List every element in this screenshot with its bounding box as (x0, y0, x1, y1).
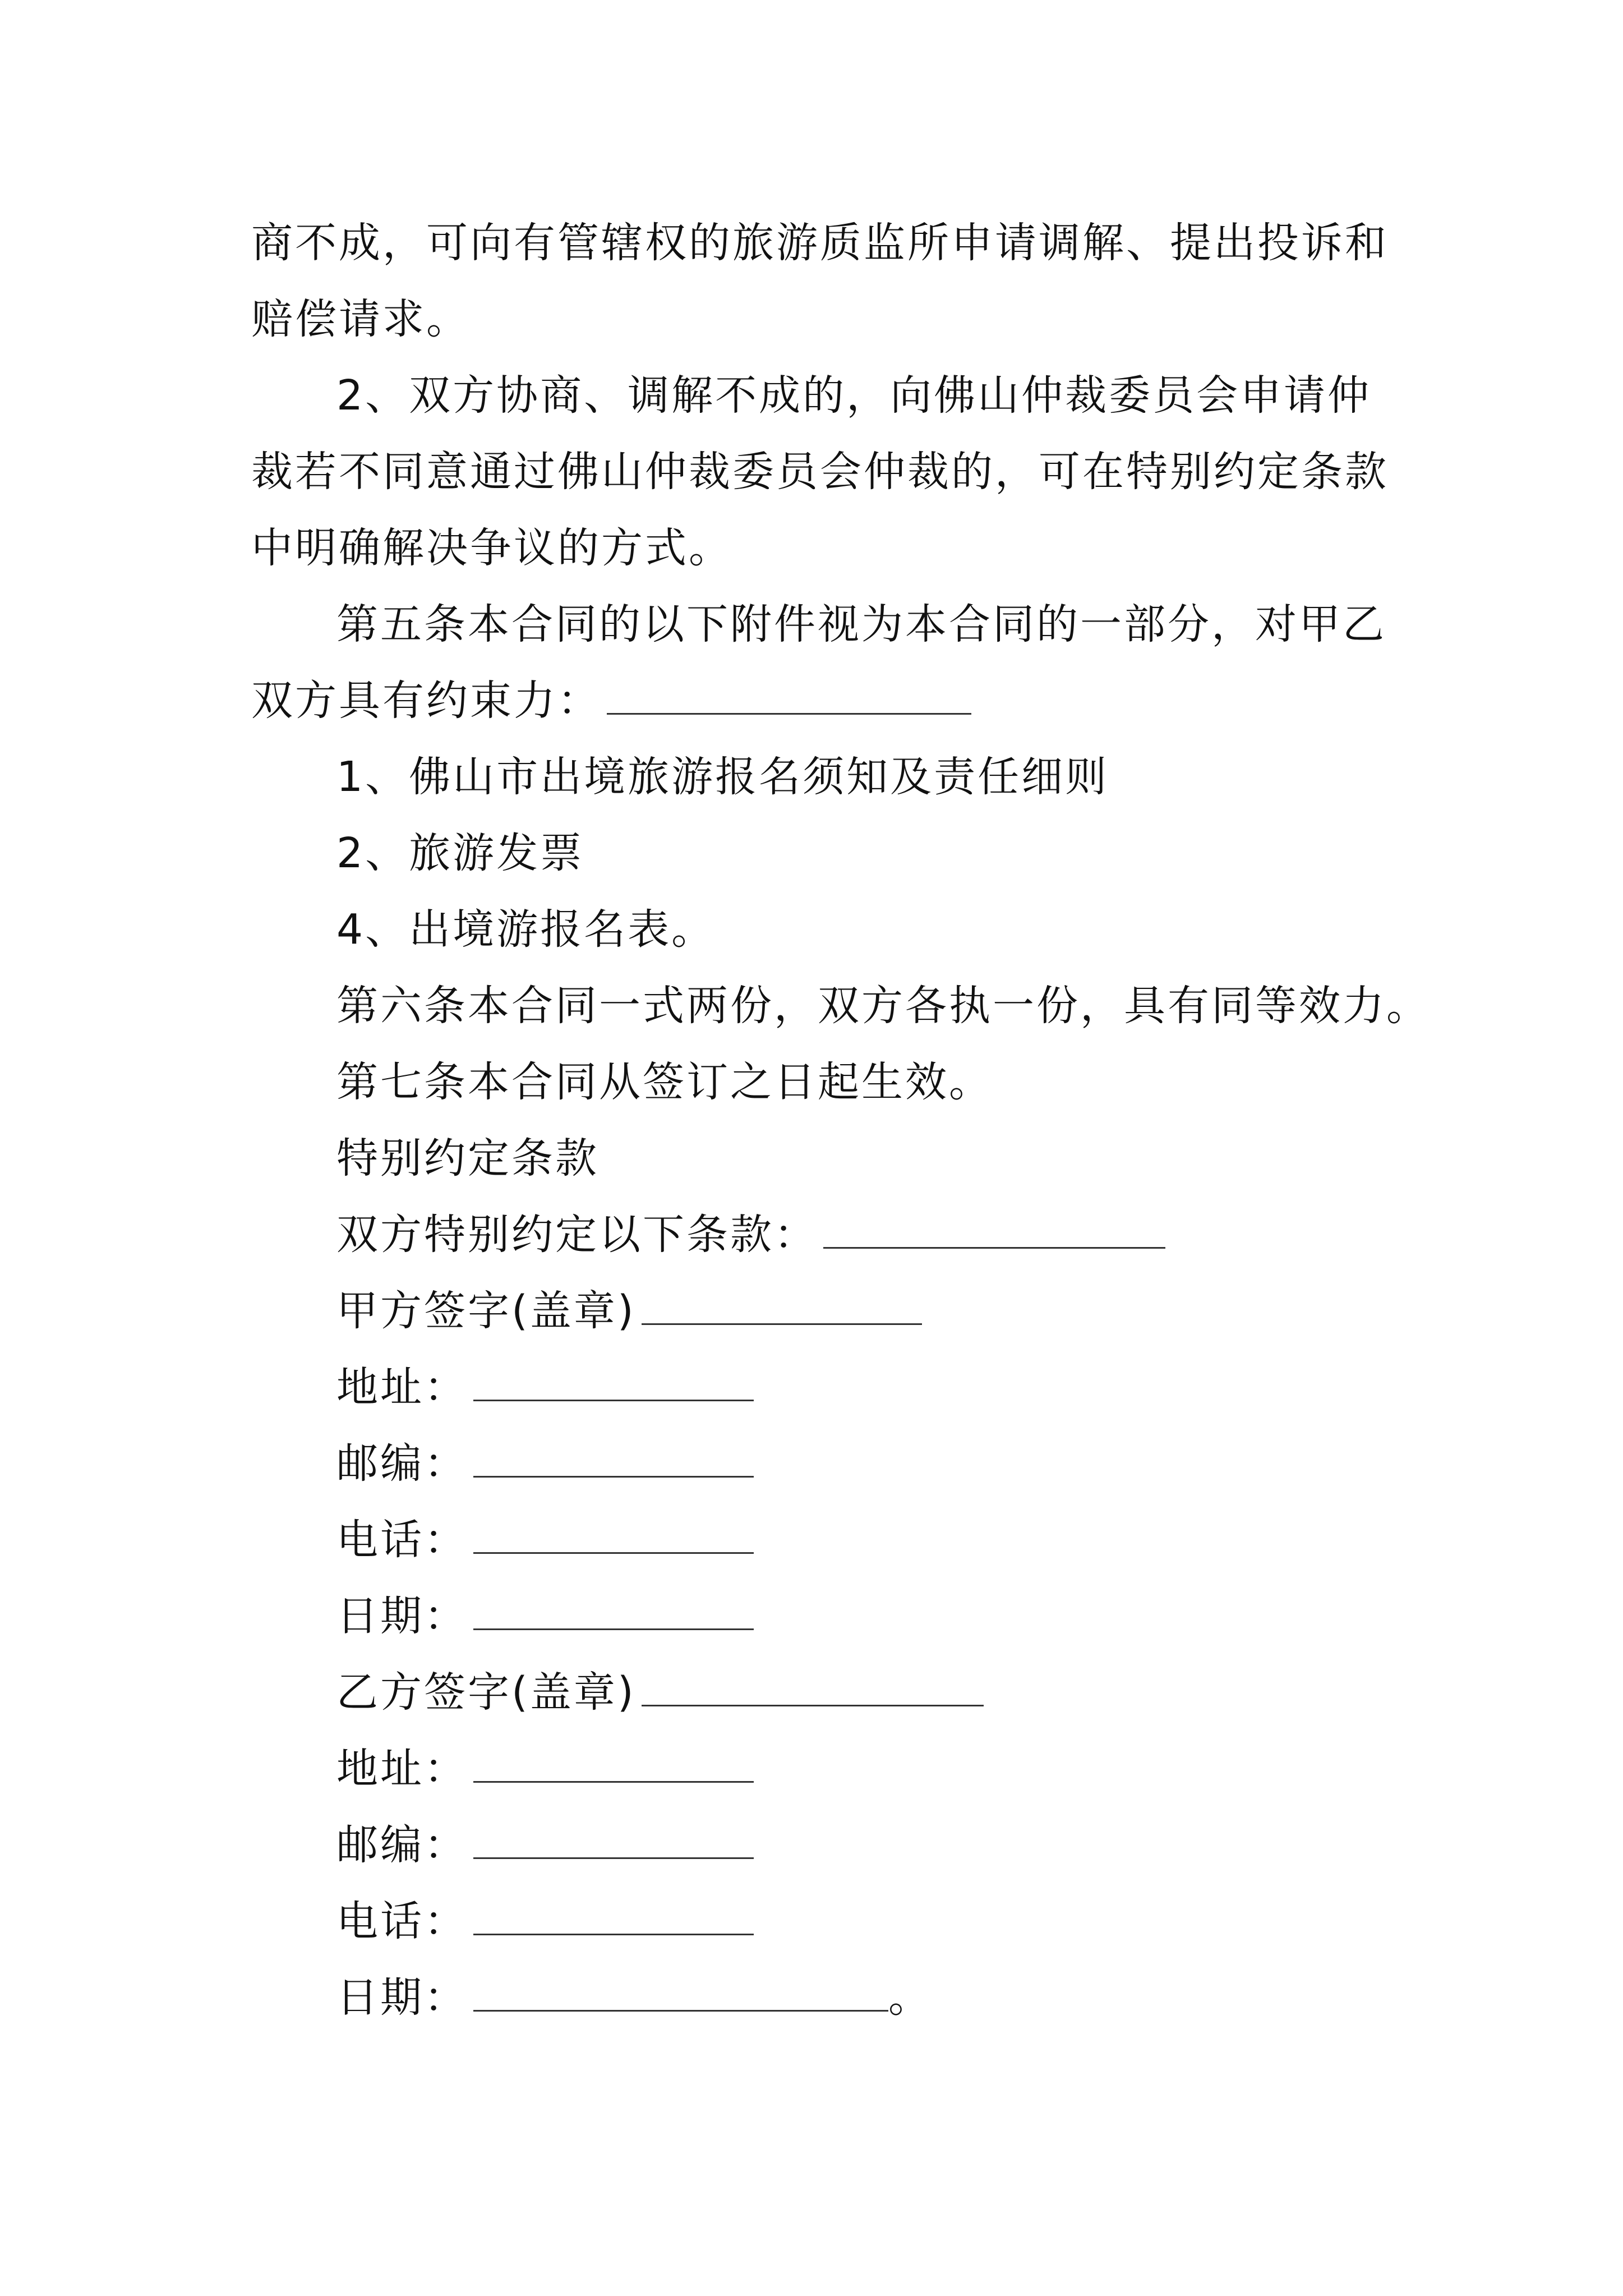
text: 第五条本合同的以下附件视为本合同的一部分，对甲乙 (336, 600, 1386, 648)
party-b-date-blank[interactable] (473, 1977, 888, 2012)
party-a-phone-line (336, 1513, 754, 1567)
label: 邮编： (336, 1439, 468, 1488)
fill-blank[interactable] (607, 680, 971, 715)
text: 双方特别约定以下条款： (336, 1211, 818, 1259)
party-a-signature-line (336, 1284, 922, 1338)
label: 日期： (336, 1592, 468, 1640)
attachment-item (336, 750, 1109, 804)
paragraph-line (251, 445, 1389, 499)
text: 商不成，可向有管辖权的旅游质监所申请调解、提出投诉和 (251, 219, 1389, 267)
label: 甲方签字(盖章) (336, 1287, 636, 1335)
article-6 (336, 979, 1430, 1033)
party-b-phone-line (336, 1894, 754, 1948)
party-b-postcode-line (336, 1818, 754, 1872)
party-a-date-line (336, 1589, 754, 1643)
paragraph-line (251, 292, 470, 346)
article-5-heading (336, 597, 1386, 651)
label: 地址： (336, 1745, 468, 1793)
article-5-binding-line (251, 674, 971, 728)
text: 中明确解决争议的方式。 (251, 524, 732, 572)
party-a-postcode-blank[interactable] (473, 1443, 754, 1478)
text: 2、双方协商、调解不成的，向佛山仲裁委员会申请仲 (336, 371, 1372, 420)
text: 第六条本合同一式两份，双方各执一份，具有同等效力。 (336, 982, 1430, 1030)
party-a-date-blank[interactable] (473, 1596, 754, 1630)
text: 4、出境游报名表。 (336, 905, 716, 954)
party-b-address-blank[interactable] (473, 1749, 754, 1783)
label: 日期： (336, 1973, 468, 2022)
party-a-signature-blank[interactable] (642, 1291, 922, 1325)
paragraph-line (251, 216, 1389, 270)
special-terms-blank[interactable] (823, 1214, 1165, 1249)
label: 地址： (336, 1363, 468, 1411)
special-terms-line (336, 1208, 1165, 1262)
text: 1、佛山市出境旅游报名须知及责任细则 (336, 753, 1109, 801)
party-b-signature-blank[interactable] (642, 1672, 984, 1706)
text: 裁若不同意通过佛山仲裁委员会仲裁的，可在特别约定条款 (251, 448, 1389, 496)
party-b-date-line (336, 1971, 932, 2024)
special-terms-heading (336, 1131, 599, 1185)
label: 乙方签字(盖章) (336, 1668, 636, 1717)
text: 双方具有约束力： (251, 677, 601, 725)
text: 赔偿请求。 (251, 295, 470, 343)
party-b-postcode-blank[interactable] (473, 1825, 754, 1859)
party-b-signature-line (336, 1665, 984, 1719)
party-a-address-blank[interactable] (473, 1367, 754, 1401)
paragraph-line (336, 369, 1371, 422)
paragraph-line (251, 521, 732, 575)
label: 电话： (336, 1516, 468, 1564)
text: 。 (888, 1973, 932, 2022)
party-a-phone-blank[interactable] (473, 1520, 754, 1554)
text: 第七条本合同从签订之日起生效。 (336, 1058, 993, 1106)
attachment-item (336, 826, 584, 880)
party-b-phone-blank[interactable] (473, 1901, 754, 1935)
party-a-postcode-line (336, 1437, 754, 1490)
label: 邮编： (336, 1821, 468, 1869)
text: 特别约定条款 (336, 1134, 599, 1182)
party-a-address-line (336, 1360, 754, 1414)
party-b-address-line (336, 1742, 754, 1796)
text: 2、旅游发票 (336, 829, 584, 877)
article-7 (336, 1055, 993, 1109)
label: 电话： (336, 1897, 468, 1945)
attachment-item (336, 903, 715, 956)
